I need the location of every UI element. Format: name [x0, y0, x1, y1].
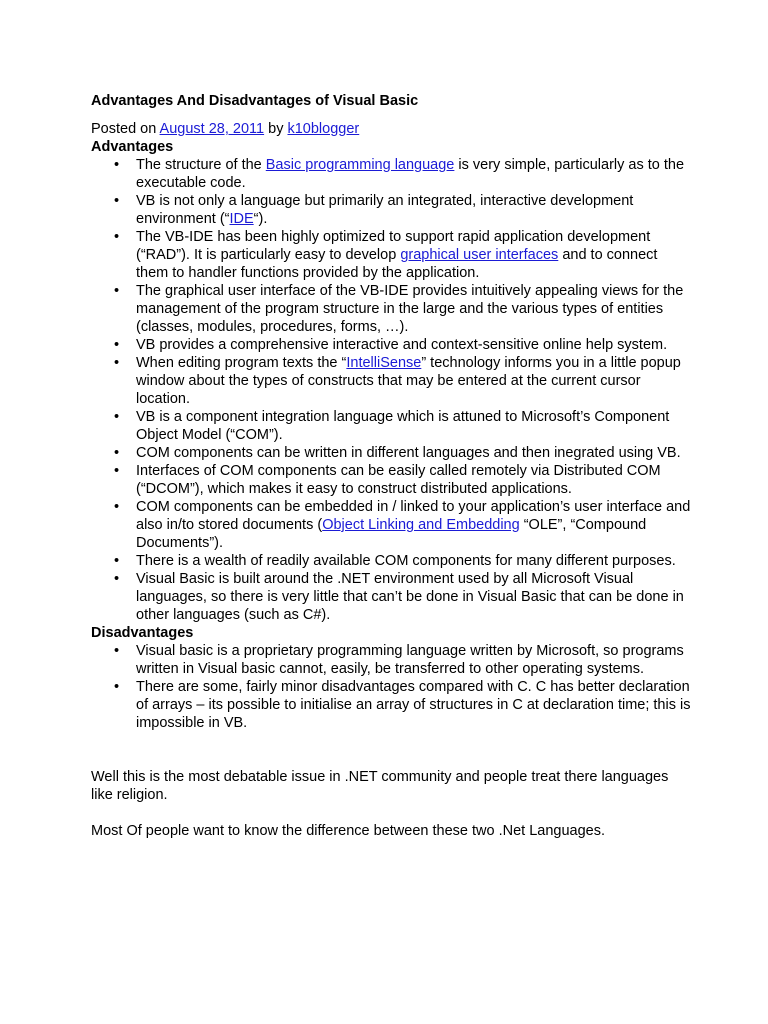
bullet-icon: • [114, 571, 120, 587]
list-item-text: VB is a component integration language which is attuned to Microsoft’s Component Object Model (“COM”). [136, 409, 670, 443]
bullet-icon: • [114, 337, 120, 353]
inline-link[interactable]: Object Linking and Embedding [322, 517, 520, 533]
document-page [91, 92, 691, 840]
list-item [91, 228, 691, 282]
list-item-text: Interfaces of COM components can be easily called remotely via Distributed COM (“DCOM”), which makes it easy to construct distributed applications. [136, 463, 661, 497]
list-item-text: “). [253, 211, 268, 227]
bullet-icon: • [114, 409, 120, 425]
inline-link[interactable]: IDE [229, 211, 254, 227]
list-item-text: Visual Basic is built around the .NET environment used by all Microsoft Visual languages, so there is very little that can’t be done in Visual Basic that can be done in other languages (such as C#). [136, 571, 684, 623]
list-item [91, 678, 691, 732]
inline-link[interactable]: IntelliSense [346, 355, 422, 371]
bullet-icon: • [114, 355, 120, 371]
list-item [91, 336, 691, 354]
list-item-text: Visual basic is a proprietary programming language written by Microsoft, so programs written in Visual basic cannot, easily, be transferred to other operating systems. [136, 643, 684, 677]
bullet-icon: • [114, 157, 120, 173]
bullet-icon: • [114, 553, 120, 569]
list-item-text: is very simple, particularly as to the executable code. [136, 157, 685, 191]
paragraph-difference: Most Of people want to know the difference between these two .Net Languages. [91, 823, 605, 839]
posted-by: by [268, 121, 284, 137]
bullet-icon: • [114, 193, 120, 209]
bullet-icon: • [114, 229, 120, 245]
list-item-text: The graphical user interface of the VB-IDE provides intuitively appealing views for the management of the program structure in the large and the various types of entities (classes, modules, procedures, forms, …). [136, 283, 684, 335]
author-link[interactable]: k10blogger [287, 121, 360, 137]
disadvantages-list [91, 642, 691, 732]
paragraph-debate: Well this is the most debatable issue in .NET community and people treat there languages like religion. [91, 769, 669, 803]
list-item-text: The structure of the [136, 157, 266, 173]
inline-link[interactable]: Basic programming language [265, 157, 455, 173]
page-title: Advantages And Disadvantages of Visual Basic [91, 93, 419, 109]
list-item [91, 642, 691, 678]
list-item [91, 192, 691, 228]
list-item-text: The VB-IDE has been highly optimized to support rapid application development (“RAD”). It is particularly easy to develop [136, 229, 651, 263]
list-item-text: COM components can be embedded in / linked to your application’s user interface and also in/to stored documents ( [136, 499, 691, 533]
list-item-text: COM components can be written in different languages and then inegrated using VB. [136, 445, 681, 461]
list-item [91, 570, 691, 624]
list-item [91, 156, 691, 192]
inline-link[interactable]: graphical user interfaces [400, 247, 559, 263]
list-item-text: There are some, fairly minor disadvantages compared with C. C has better declaration of arrays – its possible to initialise an array of structures in C at declaration time; this is impossible in VB. [136, 679, 691, 731]
bullet-icon: • [114, 679, 120, 695]
bullet-icon: • [114, 499, 120, 515]
disadvantages-heading: Disadvantages [91, 625, 194, 641]
advantages-list [91, 156, 691, 624]
bullet-icon: • [114, 643, 120, 659]
bullet-icon: • [114, 445, 120, 461]
post-date-link[interactable]: August 28, 2011 [159, 121, 265, 137]
list-item [91, 498, 691, 552]
list-item-text: There is a wealth of readily available COM components for many different purposes. [136, 553, 676, 569]
list-item-text: When editing program texts the “ [136, 355, 347, 371]
list-item [91, 354, 691, 408]
list-item [91, 462, 691, 498]
list-item [91, 444, 691, 462]
list-item-text: “OLE”, “Compound Documents”). [136, 517, 647, 551]
bullet-icon: • [114, 283, 120, 299]
list-item [91, 282, 691, 336]
list-item [91, 552, 691, 570]
list-item [91, 408, 691, 444]
list-item-text: VB is not only a language but primarily an integrated, interactive development environment (“ [136, 193, 634, 227]
list-item-text: ” technology informs you in a little popup window about the types of constructs that may be entered at the current cursor location. [136, 355, 681, 407]
list-item-text: and to connect them to handler functions provided by the application. [136, 247, 658, 281]
list-item-text: VB provides a comprehensive interactive and context-sensitive online help system. [136, 337, 668, 353]
bullet-icon: • [114, 463, 120, 479]
advantages-heading: Advantages [91, 139, 174, 155]
post-meta [91, 120, 691, 138]
posted-prefix: Posted on [91, 121, 157, 137]
